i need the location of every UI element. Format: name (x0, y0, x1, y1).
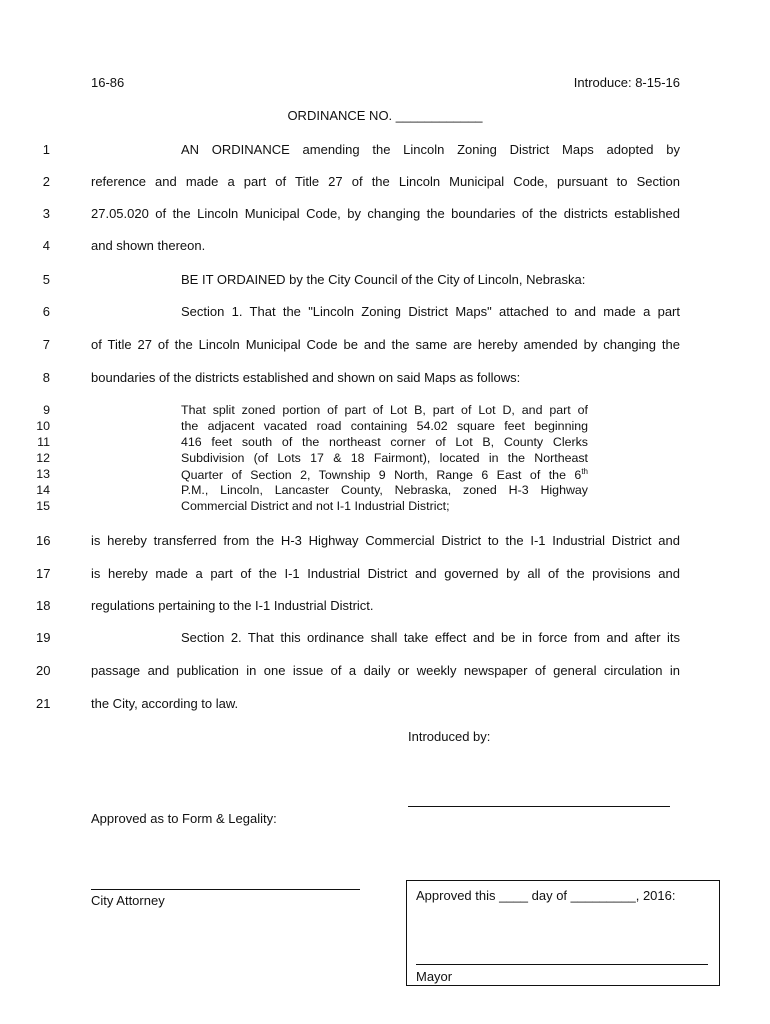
line-number: 13 (36, 467, 50, 481)
city-attorney-signature-line (91, 889, 360, 890)
line-number: 19 (36, 630, 51, 645)
ordinance-text-line: BE IT ORDAINED by the City Council of the City of Lincoln, Nebraska: (181, 272, 586, 287)
ordinal-superscript: th (581, 467, 588, 476)
legal-description-line: 416 feet south of the northeast corner of Lot B, County Clerks (181, 435, 588, 449)
line-number: 8 (42, 370, 50, 385)
line-number: 11 (37, 435, 50, 449)
ordinance-text-line: boundaries of the districts established and shown on said Maps as follows: (91, 370, 521, 385)
line-number: 18 (36, 598, 51, 613)
introduce-date: Introduce: 8-15-16 (573, 75, 680, 90)
line-number: 4 (42, 238, 50, 253)
approved-this-label: Approved this ____ day of _________, 2016: (416, 888, 676, 903)
approved-form-label: Approved as to Form & Legality: (91, 811, 277, 826)
line-number: 6 (42, 304, 50, 319)
legal-description-text: Quarter of Section 2, Township 9 North, Range 6 East of the 6 (181, 468, 582, 483)
line-number: 16 (36, 533, 51, 548)
ordinance-text-line: reference and made a part of Title 27 of the Lincoln Municipal Code, pursuant to Section (91, 174, 680, 189)
line-number: 15 (36, 499, 50, 513)
ordinance-code: 16-86 (91, 75, 125, 90)
ordinance-text-line: AN ORDINANCE amending the Lincoln Zoning District Maps adopted by (181, 142, 680, 157)
legal-description-line (181, 467, 588, 482)
line-number: 14 (36, 483, 50, 497)
introduced-by-label: Introduced by: (408, 729, 491, 744)
ordinance-text-line: of Title 27 of the Lincoln Municipal Code be and the same are hereby amended by changing the (91, 337, 680, 352)
ordinance-text-line: Section 1. That the "Lincoln Zoning District Maps" attached to and made a part (181, 304, 680, 319)
mayor-label: Mayor (416, 969, 453, 984)
legal-description-line: That split zoned portion of part of Lot B, part of Lot D, and part of (181, 403, 588, 417)
ordinance-text-line: passage and publication in one issue of a daily or weekly newspaper of general circulation in (91, 663, 680, 678)
line-number: 9 (43, 403, 50, 417)
line-number: 21 (36, 696, 51, 711)
ordinance-text-line: is hereby made a part of the I-1 Industrial District and governed by all of the provisions and (91, 566, 680, 581)
legal-description-line: Commercial District and not I-1 Industrial District; (181, 499, 450, 513)
legal-description-line: P.M., Lincoln, Lancaster County, Nebraska, zoned H-3 Highway (181, 483, 588, 497)
line-number: 17 (36, 566, 51, 581)
ordinance-text-line: regulations pertaining to the I-1 Industrial District. (91, 598, 374, 613)
ordinance-text-line: is hereby transferred from the H-3 Highway Commercial District to the I-1 Industrial District and (91, 533, 680, 548)
legal-description-line: the adjacent vacated road containing 54.02 square feet beginning (181, 419, 588, 433)
ordinance-text-line: Section 2. That this ordinance shall take effect and be in force from and after its (181, 630, 680, 645)
city-attorney-label: City Attorney (91, 893, 165, 908)
line-number: 3 (42, 206, 50, 221)
line-number: 1 (42, 142, 50, 157)
introducer-signature-line (408, 806, 670, 807)
legal-description-line: Subdivision (of Lots 17 & 18 Fairmont), located in the Northeast (181, 451, 588, 465)
ordinance-title: ORDINANCE NO. ____________ (287, 108, 483, 123)
line-number: 12 (36, 451, 50, 465)
mayor-signature-line (416, 964, 708, 965)
ordinance-text-line: 27.05.020 of the Lincoln Municipal Code, by changing the boundaries of the districts established (91, 206, 680, 221)
line-number: 20 (36, 663, 51, 678)
line-number: 7 (42, 337, 50, 352)
line-number: 10 (36, 419, 50, 433)
ordinance-text-line: the City, according to law. (91, 696, 239, 711)
ordinance-text-line: and shown thereon. (91, 238, 206, 253)
line-number: 2 (42, 174, 50, 189)
line-number: 5 (42, 272, 50, 287)
